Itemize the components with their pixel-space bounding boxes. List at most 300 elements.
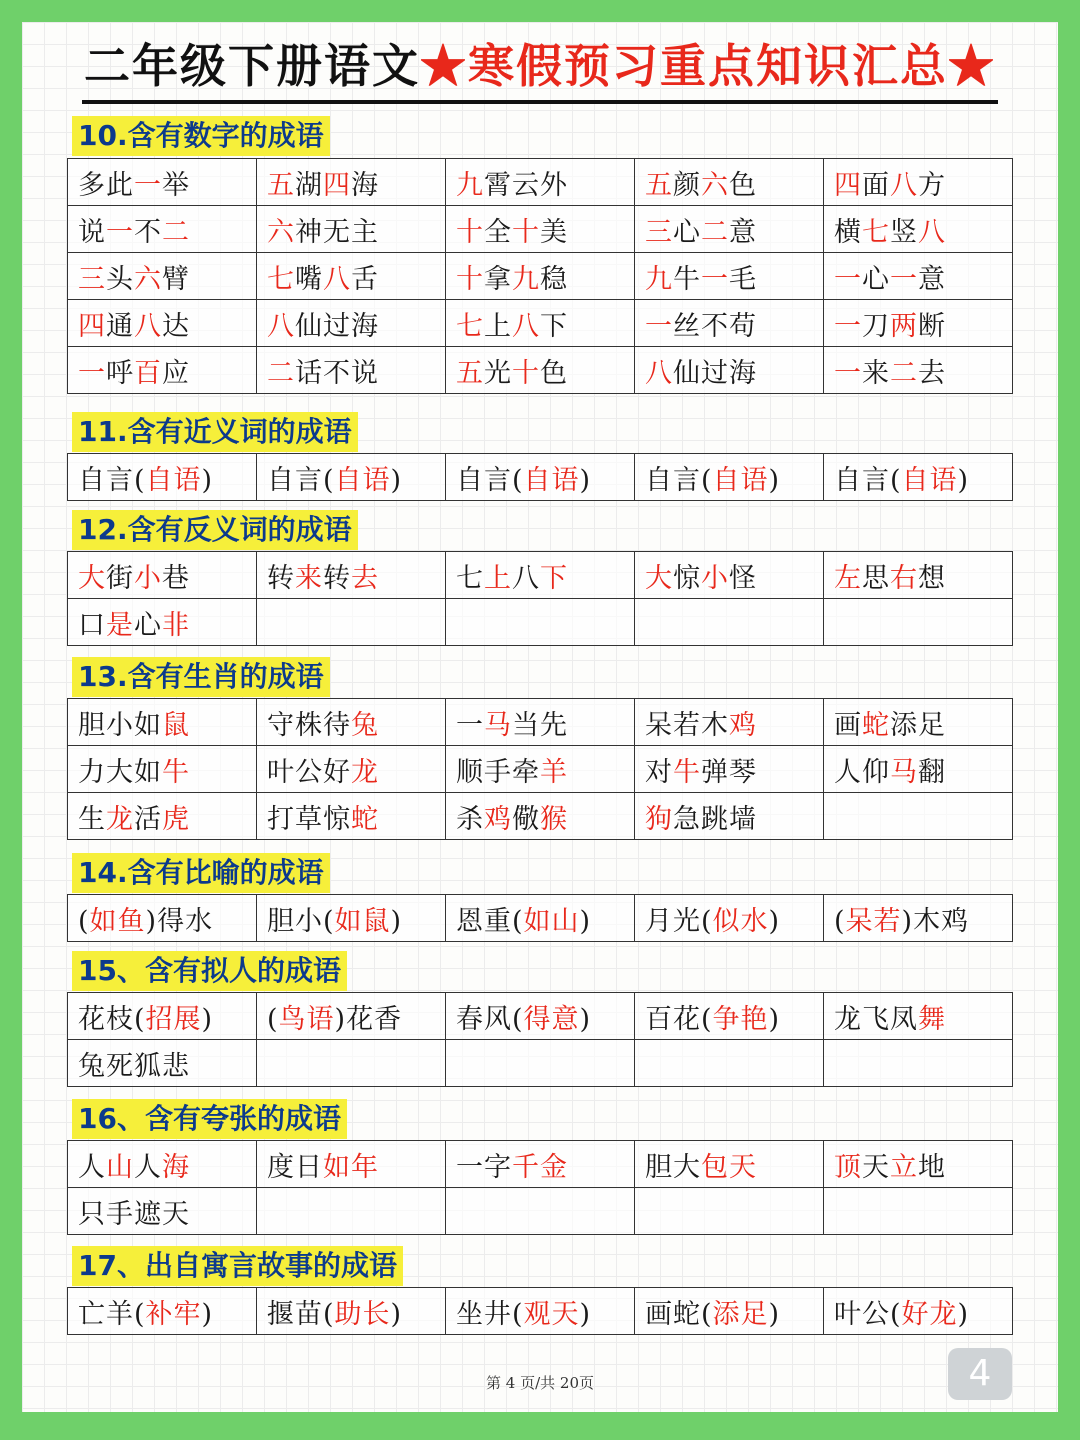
plain-text: 仙过海 [295, 310, 379, 342]
table-row [68, 793, 1013, 840]
highlight-text: 三 [645, 216, 673, 248]
highlight-text: 羊 [540, 756, 568, 788]
highlight-text: 十 [456, 216, 484, 248]
plain-text: 兔死狐悲 [78, 1050, 190, 1082]
highlight-text: 蛇 [862, 709, 890, 741]
highlight-text: 九 [645, 263, 673, 295]
idiom-cell [446, 599, 635, 646]
idiom-cell [635, 206, 824, 253]
plain-text: 上 [484, 310, 512, 342]
table-row [68, 746, 1013, 793]
highlight-text: 一 [106, 216, 134, 248]
idiom-cell [446, 746, 635, 793]
page-number-badge: 4 [948, 1348, 1012, 1400]
plain-text: ( [267, 1003, 279, 1035]
plain-text: 当先 [512, 709, 568, 741]
plain-text: 口 [78, 609, 106, 641]
idiom-cell [635, 746, 824, 793]
idiom-cell [635, 159, 824, 206]
table-row [68, 1040, 1013, 1087]
plain-text: 拿 [484, 263, 512, 295]
plain-text: 仙过海 [673, 357, 757, 389]
plain-text: 转 [267, 562, 295, 594]
section-heading: 14.含有比喻的成语 [72, 853, 330, 893]
section-heading: 16、含有夸张的成语 [72, 1099, 347, 1139]
highlight-text: 海 [162, 1151, 190, 1183]
plain-text: 胆小( [267, 905, 335, 937]
idiom-cell [824, 1040, 1013, 1087]
plain-text: 添足 [890, 709, 946, 741]
highlight-text: 鼠 [162, 709, 190, 741]
highlight-text: 添足 [712, 1298, 769, 1330]
idiom-cell [635, 253, 824, 300]
highlight-text: 包天 [701, 1151, 757, 1183]
plain-text: 自言( [78, 464, 146, 496]
plain-text: 守株待 [267, 709, 351, 741]
table-row [68, 253, 1013, 300]
idiom-cell [446, 1040, 635, 1087]
idiom-cell [68, 159, 257, 206]
highlight-text: 八 [918, 216, 946, 248]
idiom-cell [824, 347, 1013, 394]
plain-text: 怪 [729, 562, 757, 594]
highlight-text: 猴 [540, 803, 568, 835]
idiom-cell [68, 552, 257, 599]
highlight-text: 招展 [145, 1003, 202, 1035]
idiom-cell [446, 159, 635, 206]
plain-text: 毛 [729, 263, 757, 295]
page-footer: 第 4 页/共 20页 [486, 1374, 594, 1392]
highlight-text: 呆若 [845, 905, 902, 937]
highlight-text: 牛 [673, 756, 701, 788]
idiom-cell [635, 599, 824, 646]
plain-text: 思 [862, 562, 890, 594]
table-row [68, 1141, 1013, 1188]
highlight-text: 自语 [901, 464, 958, 496]
plain-text: 意 [918, 263, 946, 295]
idiom-cell [68, 300, 257, 347]
plain-text: 亡羊( [78, 1298, 146, 1330]
plain-text: 说 [78, 216, 106, 248]
plain-text: 人 [134, 1151, 162, 1183]
plain-text: 霄云外 [484, 169, 568, 201]
idiom-cell [257, 1188, 446, 1235]
plain-text: 画蛇( [645, 1298, 713, 1330]
highlight-text: 八 [267, 310, 295, 342]
plain-text: ) [957, 1298, 970, 1330]
highlight-text: 去 [351, 562, 379, 594]
idiom-cell [257, 993, 446, 1040]
highlight-text: 一 [834, 263, 862, 295]
idiom-cell [446, 552, 635, 599]
highlight-text: 七 [456, 310, 484, 342]
idiom-table [67, 158, 1013, 394]
idiom-cell [68, 699, 257, 746]
plain-text: ) [390, 905, 403, 937]
highlight-text: 来 [295, 562, 323, 594]
idiom-cell [635, 895, 824, 942]
highlight-text: 二 [162, 216, 190, 248]
highlight-text: 五 [456, 357, 484, 389]
plain-text: 巷 [162, 562, 190, 594]
plain-text: 达 [162, 310, 190, 342]
highlight-text: 鸡 [484, 803, 512, 835]
highlight-text: 七 [267, 263, 295, 295]
plain-text: ) [390, 1298, 403, 1330]
idiom-cell [257, 895, 446, 942]
idiom-cell [257, 793, 446, 840]
idiom-cell [68, 599, 257, 646]
idiom-cell [68, 993, 257, 1040]
plain-text: ) [579, 464, 592, 496]
idiom-cell [824, 454, 1013, 501]
plain-text: 丝不苟 [673, 310, 757, 342]
title-red-part: 寒假预习重点知识汇总 [468, 39, 948, 93]
idiom-cell [257, 300, 446, 347]
idiom-table [67, 992, 1013, 1087]
plain-text: 度日 [267, 1151, 323, 1183]
highlight-text: 龙 [106, 803, 134, 835]
idiom-cell [824, 993, 1013, 1040]
highlight-text: 两 [890, 310, 918, 342]
plain-text: 颜 [673, 169, 701, 201]
table-row [68, 1288, 1013, 1335]
highlight-text: 一 [645, 310, 673, 342]
table-row [68, 993, 1013, 1040]
highlight-text: 九 [512, 263, 540, 295]
highlight-text: 马 [484, 709, 512, 741]
plain-text: 举 [162, 169, 190, 201]
plain-text: 色 [729, 169, 757, 201]
highlight-text: 大 [78, 562, 106, 594]
plain-text: 呼 [106, 357, 134, 389]
idiom-cell [824, 793, 1013, 840]
plain-text: 杀 [456, 803, 484, 835]
idiom-cell [635, 347, 824, 394]
page-title [0, 36, 1080, 96]
plain-text: 顺手牵 [456, 756, 540, 788]
idiom-table [67, 698, 1013, 840]
plain-text: 活 [134, 803, 162, 835]
idiom-cell [446, 1288, 635, 1335]
plain-text: 地 [918, 1151, 946, 1183]
highlight-text: 立 [890, 1151, 918, 1183]
plain-text: 胆大 [645, 1151, 701, 1183]
plain-text: 舌 [351, 263, 379, 295]
idiom-cell [824, 159, 1013, 206]
plain-text: 应 [162, 357, 190, 389]
highlight-text: 山 [106, 1151, 134, 1183]
plain-text: 花枝( [78, 1003, 146, 1035]
highlight-text: 下 [540, 562, 568, 594]
plain-text: )木鸡 [901, 905, 970, 937]
title-star-right: ★ [948, 39, 996, 93]
plain-text: 力大如 [78, 756, 162, 788]
plain-text: 急跳墙 [673, 803, 757, 835]
idiom-cell [257, 599, 446, 646]
idiom-cell [446, 993, 635, 1040]
plain-text: ) [201, 1298, 214, 1330]
plain-text: 打草惊 [267, 803, 351, 835]
idiom-cell [257, 159, 446, 206]
idiom-cell [635, 993, 824, 1040]
highlight-text: 观天 [523, 1298, 580, 1330]
plain-text: 全 [484, 216, 512, 248]
plain-text: 自言( [267, 464, 335, 496]
idiom-cell [824, 300, 1013, 347]
idiom-cell [446, 206, 635, 253]
highlight-text: 十 [456, 263, 484, 295]
highlight-text: 得意 [523, 1003, 580, 1035]
highlight-text: 四 [834, 169, 862, 201]
idiom-cell [635, 300, 824, 347]
idiom-table [67, 1287, 1013, 1335]
idiom-cell [257, 1040, 446, 1087]
highlight-text: 补牢 [145, 1298, 202, 1330]
highlight-text: 六 [701, 169, 729, 201]
idiom-cell [635, 1188, 824, 1235]
plain-text: 竖 [890, 216, 918, 248]
highlight-text: 八 [645, 357, 673, 389]
highlight-text: 马 [890, 756, 918, 788]
highlight-text: 六 [134, 263, 162, 295]
highlight-text: 二 [701, 216, 729, 248]
plain-text: 刀 [862, 310, 890, 342]
plain-text: 儆 [512, 803, 540, 835]
highlight-text: 似水 [712, 905, 769, 937]
plain-text: ) [768, 1298, 781, 1330]
idiom-cell [824, 599, 1013, 646]
plain-text: 断 [918, 310, 946, 342]
idiom-table [67, 551, 1013, 646]
idiom-cell [635, 454, 824, 501]
plain-text: 心 [134, 609, 162, 641]
highlight-text: 一 [890, 263, 918, 295]
plain-text: 想 [918, 562, 946, 594]
idiom-cell [824, 746, 1013, 793]
idiom-cell [257, 347, 446, 394]
idiom-cell [68, 1141, 257, 1188]
idiom-cell [446, 1188, 635, 1235]
table-row [68, 347, 1013, 394]
highlight-text: 如鼠 [334, 905, 391, 937]
plain-text: ) [579, 905, 592, 937]
plain-text: 面 [862, 169, 890, 201]
plain-text: 天 [862, 1151, 890, 1183]
idiom-cell [257, 746, 446, 793]
plain-text: 嘴 [295, 263, 323, 295]
plain-text: 不 [134, 216, 162, 248]
idiom-cell [824, 253, 1013, 300]
highlight-text: 鸟语 [278, 1003, 335, 1035]
plain-text: ) [201, 464, 214, 496]
highlight-text: 一 [78, 357, 106, 389]
section-heading: 11.含有近义词的成语 [72, 412, 358, 452]
section-heading: 10.含有数字的成语 [72, 116, 330, 156]
idiom-table [67, 894, 1013, 942]
highlight-text: 如年 [323, 1151, 379, 1183]
highlight-text: 非 [162, 609, 190, 641]
highlight-text: 五 [645, 169, 673, 201]
idiom-cell [68, 347, 257, 394]
idiom-cell [68, 895, 257, 942]
highlight-text: 四 [323, 169, 351, 201]
idiom-cell [257, 699, 446, 746]
highlight-text: 八 [323, 263, 351, 295]
highlight-text: 十 [512, 216, 540, 248]
plain-text: 牛 [673, 263, 701, 295]
highlight-text: 八 [134, 310, 162, 342]
table-row [68, 300, 1013, 347]
plain-text: 龙飞凤 [834, 1003, 918, 1035]
table-row [68, 699, 1013, 746]
idiom-cell [68, 1288, 257, 1335]
highlight-text: 鸡 [729, 709, 757, 741]
plain-text: 生 [78, 803, 106, 835]
plain-text: ) [768, 1003, 781, 1035]
plain-text: 臂 [162, 263, 190, 295]
highlight-text: 舞 [918, 1003, 946, 1035]
idiom-cell [68, 206, 257, 253]
plain-text: 意 [729, 216, 757, 248]
idiom-cell [635, 1040, 824, 1087]
section-heading: 13.含有生肖的成语 [72, 657, 330, 697]
plain-text: 心 [673, 216, 701, 248]
idiom-table [67, 453, 1013, 501]
plain-text: 惊 [673, 562, 701, 594]
highlight-text: 六 [267, 216, 295, 248]
plain-text: 人 [78, 1151, 106, 1183]
idiom-cell [635, 699, 824, 746]
plain-text: 胆小如 [78, 709, 162, 741]
plain-text: 头 [106, 263, 134, 295]
plain-text: 叶公( [834, 1298, 902, 1330]
highlight-text: 八 [512, 310, 540, 342]
plain-text: 心 [862, 263, 890, 295]
plain-text: 通 [106, 310, 134, 342]
idiom-cell [68, 793, 257, 840]
highlight-text: 四 [78, 310, 106, 342]
highlight-text: 七 [862, 216, 890, 248]
highlight-text: 小 [134, 562, 162, 594]
plain-text: 恩重( [456, 905, 524, 937]
highlight-text: 上 [484, 562, 512, 594]
highlight-text: 虎 [162, 803, 190, 835]
highlight-text: 牛 [162, 756, 190, 788]
plain-text: 坐井( [456, 1298, 524, 1330]
highlight-text: 一 [701, 263, 729, 295]
idiom-cell [824, 1141, 1013, 1188]
plain-text: )花香 [334, 1003, 403, 1035]
plain-text: ) [768, 464, 781, 496]
plain-text: 方 [918, 169, 946, 201]
highlight-text: 是 [106, 609, 134, 641]
table-row [68, 454, 1013, 501]
plain-text: 八 [512, 562, 540, 594]
highlight-text: 小 [701, 562, 729, 594]
plain-text: 来 [862, 357, 890, 389]
plain-text: 弹琴 [701, 756, 757, 788]
section-heading: 12.含有反义词的成语 [72, 510, 358, 550]
idiom-cell [446, 699, 635, 746]
table-row [68, 895, 1013, 942]
highlight-text: 兔 [351, 709, 379, 741]
idiom-cell [68, 746, 257, 793]
plain-text: ) [390, 464, 403, 496]
table-row [68, 159, 1013, 206]
highlight-text: 蛇 [351, 803, 379, 835]
idiom-cell [446, 253, 635, 300]
plain-text: 光 [484, 357, 512, 389]
idiom-cell [446, 895, 635, 942]
plain-text: 湖 [295, 169, 323, 201]
plain-text: ) [579, 1298, 592, 1330]
table-row [68, 599, 1013, 646]
plain-text: ) [768, 905, 781, 937]
highlight-text: 二 [267, 357, 295, 389]
highlight-text: 大 [645, 562, 673, 594]
plain-text: 百花( [645, 1003, 713, 1035]
idiom-table [67, 1140, 1013, 1235]
idiom-cell [446, 347, 635, 394]
idiom-cell [824, 206, 1013, 253]
plain-text: 多此 [78, 169, 134, 201]
idiom-cell [446, 1141, 635, 1188]
plain-text: ( [834, 905, 846, 937]
plain-text: 美 [540, 216, 568, 248]
highlight-text: 助长 [334, 1298, 391, 1330]
plain-text: 一字 [456, 1151, 512, 1183]
plain-text: 翻 [918, 756, 946, 788]
plain-text: 揠苗( [267, 1298, 335, 1330]
plain-text: 月光( [645, 905, 713, 937]
highlight-text: 龙 [351, 756, 379, 788]
plain-text: 稳 [540, 263, 568, 295]
plain-text: 自言( [456, 464, 524, 496]
idiom-cell [68, 454, 257, 501]
idiom-cell [824, 895, 1013, 942]
highlight-text: 自语 [334, 464, 391, 496]
plain-text: 横 [834, 216, 862, 248]
plain-text: 海 [351, 169, 379, 201]
plain-text: 画 [834, 709, 862, 741]
highlight-text: 二 [890, 357, 918, 389]
highlight-text: 一 [134, 169, 162, 201]
highlight-text: 三 [78, 263, 106, 295]
plain-text: ) [201, 1003, 214, 1035]
idiom-cell [635, 793, 824, 840]
plain-text: 去 [918, 357, 946, 389]
highlight-text: 五 [267, 169, 295, 201]
highlight-text: 争艳 [712, 1003, 769, 1035]
highlight-text: 自语 [523, 464, 580, 496]
highlight-text: 顶 [834, 1151, 862, 1183]
highlight-text: 一 [834, 357, 862, 389]
plain-text: 自言( [645, 464, 713, 496]
plain-text: 转 [323, 562, 351, 594]
idiom-cell [68, 1040, 257, 1087]
title-black-part: 二年级下册语文 [84, 39, 420, 93]
highlight-text: 百 [134, 357, 162, 389]
highlight-text: 如鱼 [89, 905, 146, 937]
highlight-text: 千金 [512, 1151, 568, 1183]
idiom-cell [635, 1288, 824, 1335]
plain-text: 人仰 [834, 756, 890, 788]
plain-text: 街 [106, 562, 134, 594]
idiom-cell [446, 300, 635, 347]
highlight-text: 如山 [523, 905, 580, 937]
highlight-text: 自语 [712, 464, 769, 496]
